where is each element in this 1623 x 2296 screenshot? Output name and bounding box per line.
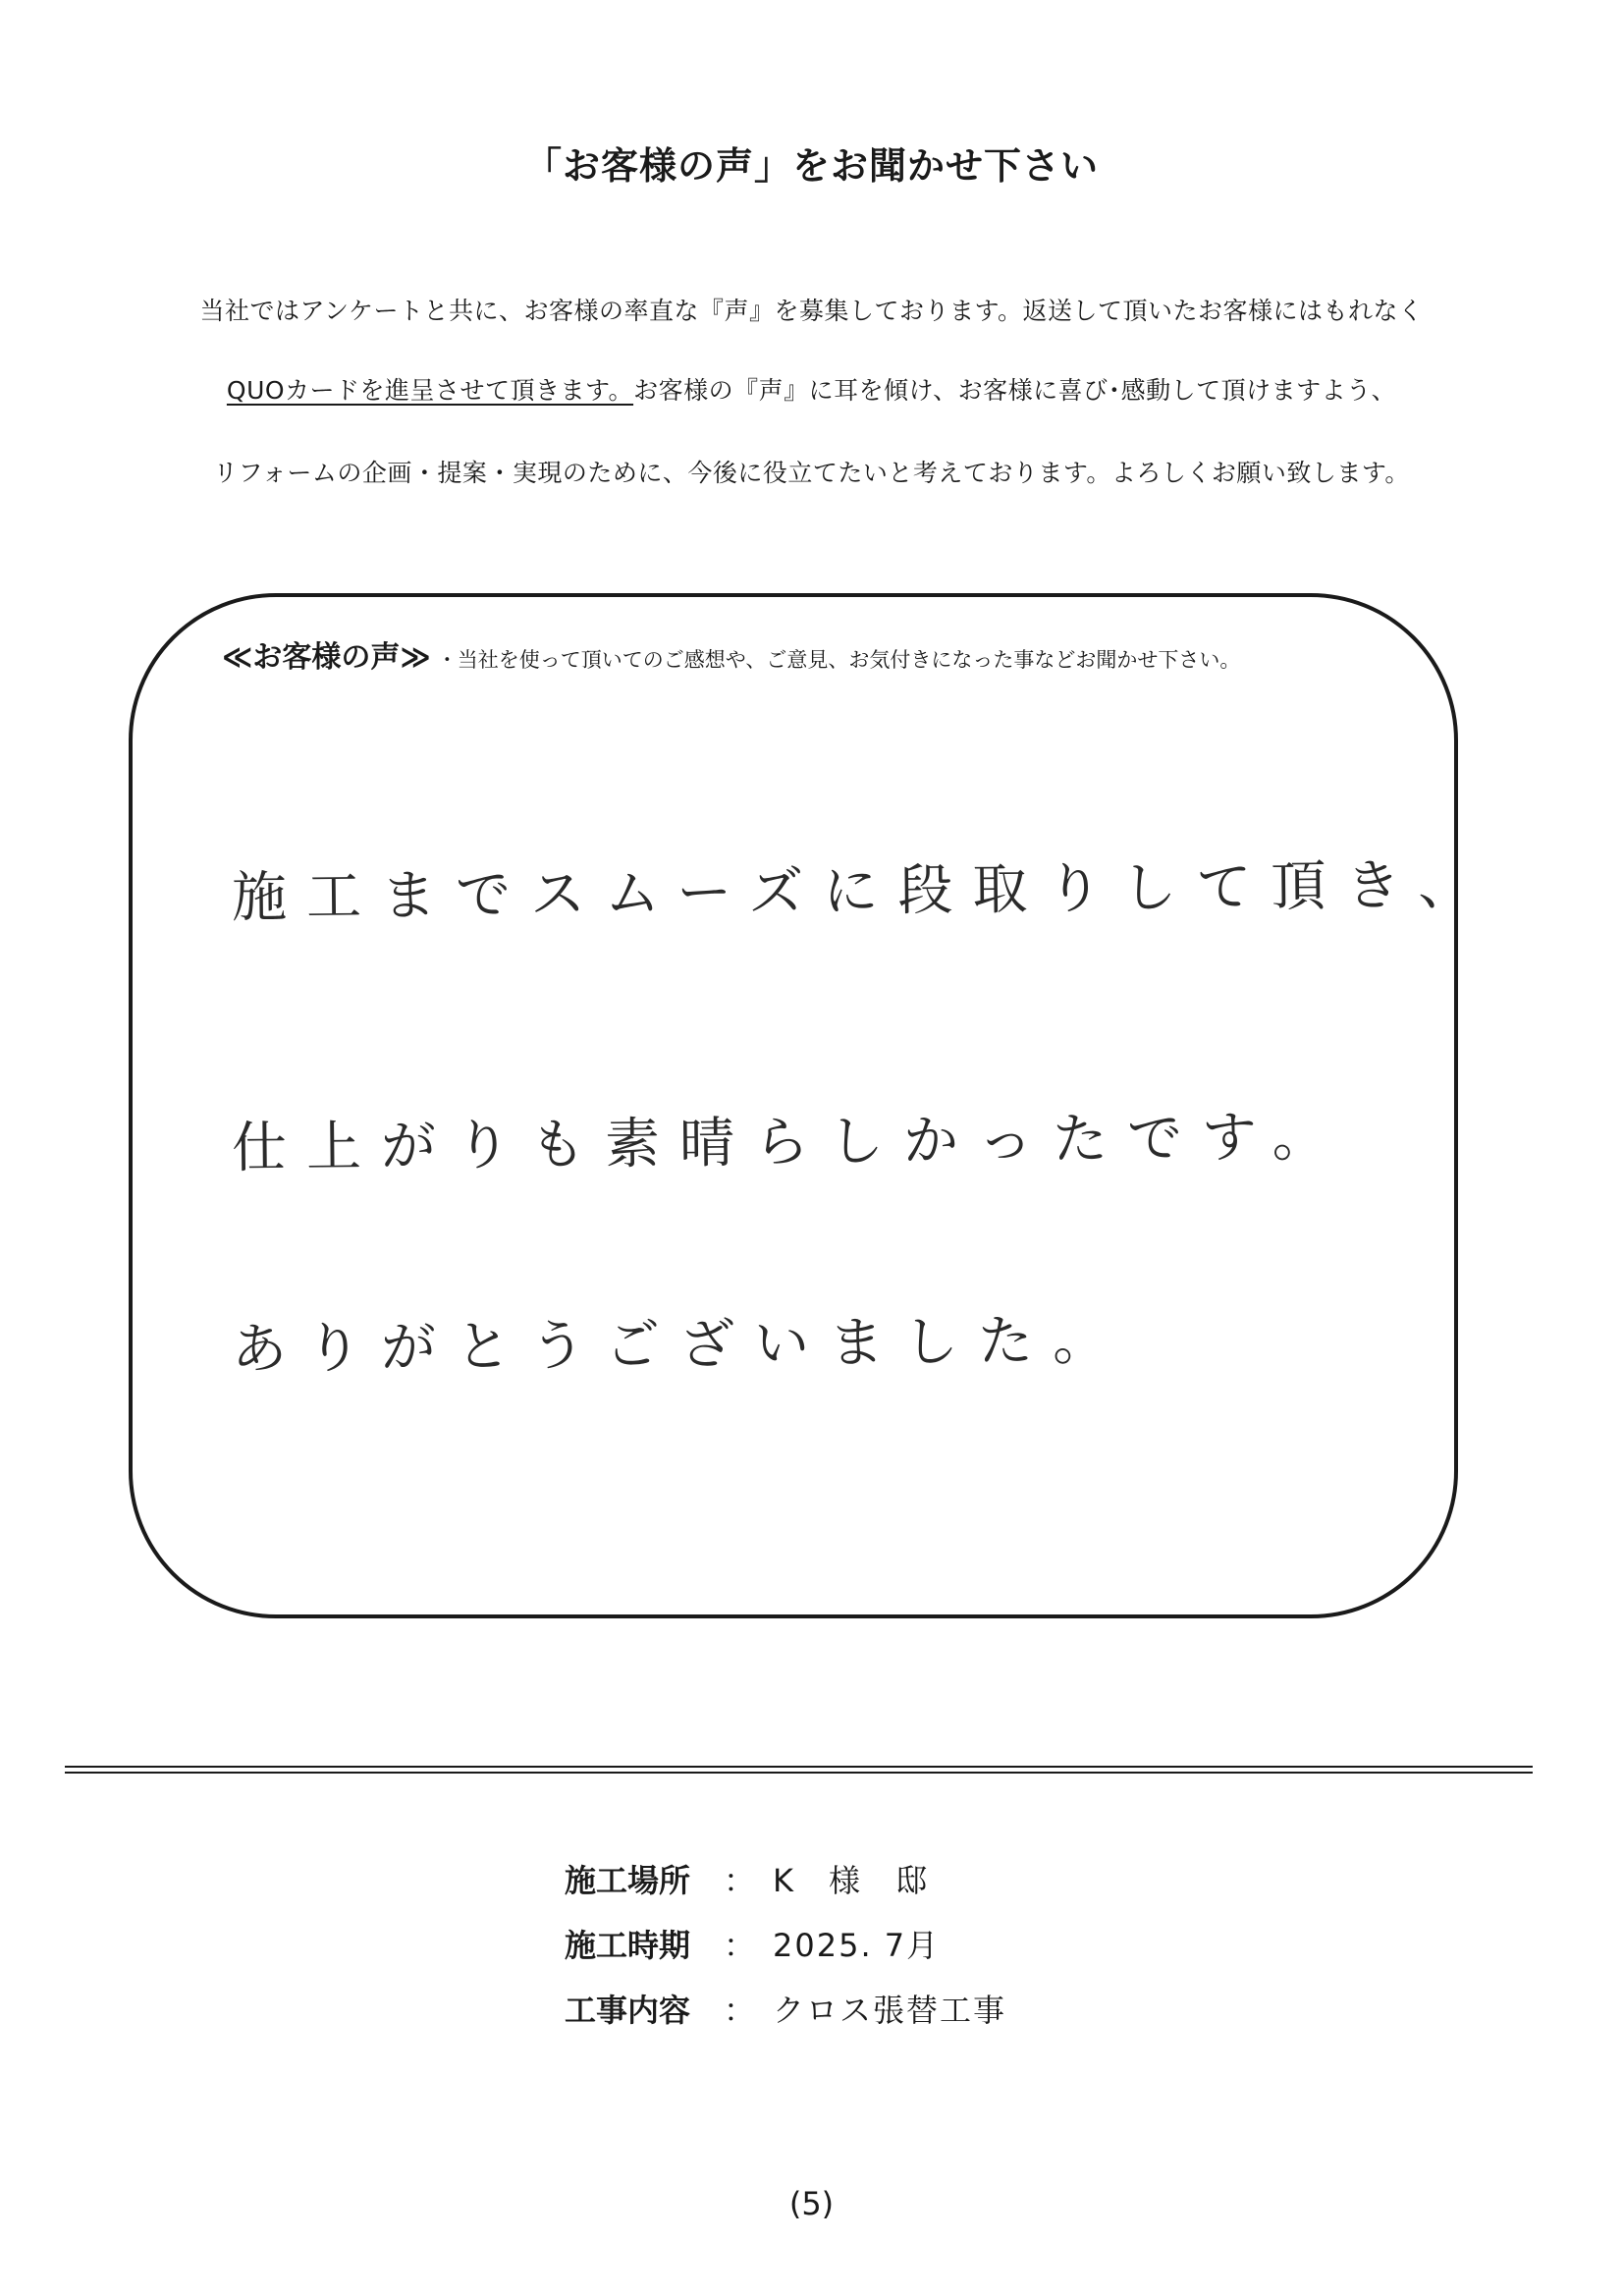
- intro-line-3: リフォームの企画・提案・実現のために、今後に役立てたいと考えております。よろしくお願い致します。: [213, 459, 1410, 487]
- info-row-work-type: [565, 1986, 1006, 2050]
- info-row-location: [565, 1856, 1006, 1921]
- voice-box-label: ≪お客様の声≫: [222, 640, 431, 675]
- info-label: 施工時期: [565, 1927, 691, 1964]
- info-row-period: [565, 1921, 1006, 1986]
- handwritten-comment-line: 仕上がりも素晴らしかったです。: [231, 1105, 1347, 1180]
- info-value: クロス張替工事: [773, 1992, 1007, 2029]
- intro-line-2: [0, 371, 1623, 407]
- voice-box-instruction: ・当社を使って頂いてのご感想や、ご意見、お気付きになった事などお聞かせ下さい。: [436, 648, 1241, 672]
- intro-line-1: 当社ではアンケートと共に、お客様の率直な『声』を募集しております。返送して頂いたお客様にはもれなく: [199, 297, 1424, 325]
- handwritten-comment-line: ありがとうございました。: [231, 1308, 1128, 1382]
- page-number: (5): [788, 2185, 835, 2222]
- info-value: 2025. 7月: [773, 1927, 941, 1964]
- handwritten-comment-line: 施工までスムーズに段取りして頂き、: [231, 852, 1493, 930]
- construction-info: [565, 1856, 1006, 2050]
- section-divider: [65, 1766, 1533, 1774]
- info-label: 施工場所: [565, 1862, 691, 1899]
- info-colon: ：: [723, 1862, 755, 1899]
- intro-line-2-rest: お客様の『声』に耳を傾け、お客様に喜び･感動して頂けますよう、: [633, 376, 1397, 405]
- info-value: K 様 邸: [773, 1862, 929, 1899]
- voice-box-header: [222, 632, 1240, 676]
- info-label: 工事内容: [565, 1992, 691, 2029]
- info-colon: ：: [723, 1992, 755, 2029]
- info-colon: ：: [723, 1927, 755, 1964]
- quo-card-notice: QUOカードを進呈させて頂きます。: [226, 376, 634, 405]
- page-title: 「お客様の声」をお聞かせ下さい: [523, 144, 1099, 188]
